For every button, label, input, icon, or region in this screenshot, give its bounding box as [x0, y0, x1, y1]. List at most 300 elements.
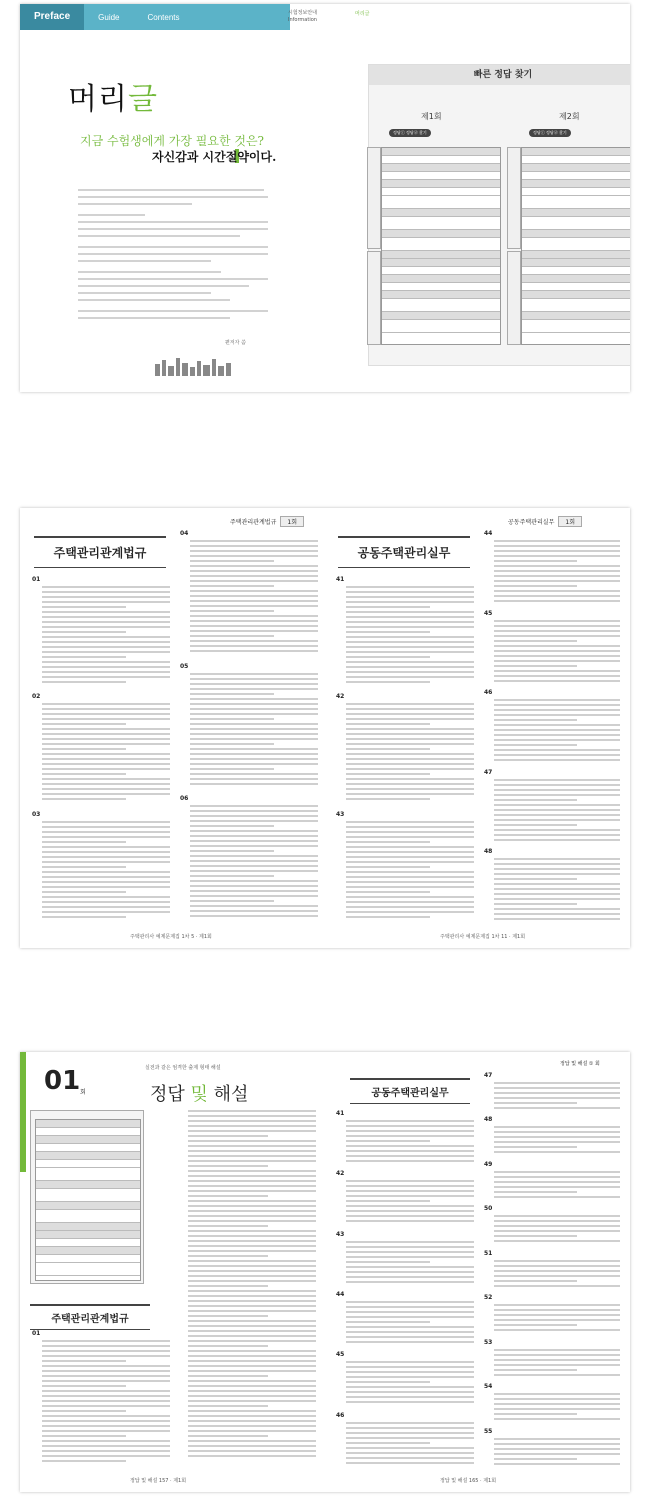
text-line	[494, 1092, 620, 1094]
text-line	[494, 709, 620, 711]
text-line	[190, 650, 318, 652]
text-line	[190, 678, 318, 680]
text-line	[190, 885, 318, 887]
text-line	[346, 1150, 474, 1152]
text-line	[188, 1295, 316, 1297]
text-line	[190, 545, 318, 547]
text-line	[190, 905, 318, 907]
text-line	[346, 856, 474, 858]
text-line	[494, 1304, 620, 1306]
text-line	[190, 855, 318, 857]
text-line	[346, 1386, 474, 1388]
text-line	[346, 1432, 474, 1434]
text-line	[494, 1265, 620, 1267]
header-info-ko: 시험정보안내	[288, 10, 317, 16]
text-line	[346, 1241, 474, 1243]
text-line	[188, 1170, 316, 1172]
text-line	[188, 1195, 268, 1197]
text-line	[190, 708, 318, 710]
text-line	[494, 560, 577, 562]
header-info	[288, 10, 317, 24]
text-line	[494, 1408, 620, 1410]
text-line	[188, 1130, 316, 1132]
text-line	[494, 1230, 620, 1232]
top-marker: 머리글	[355, 11, 370, 17]
text-line	[346, 861, 474, 863]
tab-contents[interactable]: Contents	[147, 12, 180, 22]
text-line	[494, 1369, 577, 1371]
text-line	[494, 660, 620, 662]
page-title	[68, 74, 158, 118]
left-accent	[20, 1052, 26, 1172]
text-line	[42, 1455, 170, 1457]
text-line	[42, 1435, 126, 1437]
question-number: 51	[484, 1249, 493, 1257]
text-line	[188, 1440, 316, 1442]
text-line	[346, 1251, 474, 1253]
text-line	[346, 1396, 474, 1398]
text-line	[346, 846, 474, 848]
text-line	[190, 860, 318, 862]
title-answers: 정답	[150, 1084, 185, 1105]
text-line	[346, 738, 474, 740]
text-line	[494, 1136, 620, 1138]
text-line	[42, 601, 170, 603]
text-line	[42, 1430, 170, 1432]
text-line	[42, 631, 126, 633]
text-line	[42, 826, 170, 828]
text-line	[494, 888, 620, 890]
text-line	[42, 1365, 170, 1367]
text-line	[494, 1186, 620, 1188]
text-line	[346, 911, 474, 913]
text-line	[494, 1171, 620, 1173]
text-line	[346, 666, 474, 668]
text-line	[188, 1360, 316, 1362]
question-number: 05	[180, 662, 189, 670]
text-line	[346, 1391, 474, 1393]
text-line	[346, 1366, 474, 1368]
text-line	[190, 580, 318, 582]
question-number: 46	[484, 689, 493, 697]
text-line	[190, 600, 318, 602]
text-line	[346, 876, 474, 878]
text-line	[188, 1150, 316, 1152]
text-line	[42, 1375, 170, 1377]
text-line	[42, 611, 170, 613]
text-line	[346, 758, 474, 760]
text-line	[190, 820, 318, 822]
text-line	[42, 636, 170, 638]
text-line	[494, 1215, 620, 1217]
text-line	[42, 866, 126, 868]
text-line	[346, 1190, 474, 1192]
text-line	[188, 1230, 316, 1232]
text-line	[188, 1205, 316, 1207]
text-line	[346, 1381, 430, 1383]
text-line	[494, 809, 620, 811]
subject-label-2a	[507, 147, 521, 249]
text-line	[42, 1395, 170, 1397]
text-line	[188, 1190, 316, 1192]
text-line	[346, 841, 430, 843]
text-line	[346, 743, 474, 745]
text-line	[188, 1350, 316, 1352]
text-line	[42, 708, 170, 710]
text-line	[190, 550, 318, 552]
text-line	[188, 1250, 316, 1252]
tab-preface[interactable]: Preface	[20, 4, 84, 30]
text-line	[346, 1120, 474, 1122]
text-line	[494, 1364, 620, 1366]
text-line	[188, 1160, 316, 1162]
text-line	[188, 1120, 316, 1122]
text-line	[346, 763, 474, 765]
text-line	[346, 728, 474, 730]
text-line	[188, 1315, 268, 1317]
question-number: 03	[32, 810, 41, 818]
text-line	[494, 645, 620, 647]
text-line	[494, 754, 620, 756]
text-line	[346, 1155, 474, 1157]
question-number: 42	[336, 1170, 345, 1178]
text-line	[188, 1380, 316, 1382]
text-line	[42, 591, 170, 593]
text-line	[494, 600, 620, 602]
question-number: 04	[180, 530, 189, 537]
question-number: 52	[484, 1294, 493, 1302]
text-line	[42, 733, 170, 735]
text-line	[188, 1140, 316, 1142]
text-line	[190, 595, 318, 597]
text-line	[190, 590, 318, 592]
text-line	[494, 814, 620, 816]
question-number: 48	[484, 1116, 493, 1124]
text-line	[190, 733, 318, 735]
text-line	[346, 616, 474, 618]
preface-page	[20, 4, 630, 392]
text-line	[188, 1370, 316, 1372]
question-number: 41	[336, 1110, 345, 1117]
text-line	[346, 586, 474, 588]
title-and: 및	[190, 1084, 208, 1105]
text-line	[346, 723, 430, 725]
text-line	[190, 575, 318, 577]
text-line	[190, 635, 274, 637]
text-line	[190, 640, 318, 642]
text-line	[494, 1191, 577, 1193]
text-line	[188, 1270, 316, 1272]
text-line	[42, 1390, 170, 1392]
text-line	[346, 1376, 474, 1378]
text-line	[188, 1375, 268, 1377]
text-line	[188, 1435, 268, 1437]
round-badge: 01	[44, 1066, 81, 1096]
text-line	[42, 753, 170, 755]
text-line	[42, 886, 170, 888]
text-line	[188, 1165, 268, 1167]
section-title-right: 공동주택관리실무	[350, 1078, 470, 1104]
text-line	[346, 646, 474, 648]
text-line	[188, 1320, 316, 1322]
text-line	[346, 1281, 474, 1283]
text-line	[494, 1131, 620, 1133]
text-line	[42, 681, 126, 683]
text-line	[42, 1385, 126, 1387]
text-line	[190, 698, 318, 700]
text-line	[346, 1200, 430, 1202]
text-line	[42, 671, 170, 673]
text-line	[42, 891, 126, 893]
text-line	[494, 714, 620, 716]
text-line	[188, 1185, 316, 1187]
text-line	[494, 858, 620, 860]
text-line	[494, 580, 620, 582]
right-header-tag: 1회	[558, 516, 582, 527]
text-line	[494, 665, 577, 667]
text-line	[494, 1314, 620, 1316]
text-line	[188, 1180, 316, 1182]
text-line	[346, 1266, 474, 1268]
text-line	[346, 901, 474, 903]
text-line	[42, 856, 170, 858]
text-line	[494, 1319, 620, 1321]
text-line	[190, 645, 318, 647]
text-line	[42, 596, 170, 598]
text-line	[190, 810, 318, 812]
text-line	[188, 1240, 316, 1242]
text-line	[494, 1354, 620, 1356]
text-line	[42, 1415, 170, 1417]
text-line	[346, 836, 474, 838]
text-line	[346, 1401, 474, 1403]
text-line	[188, 1335, 316, 1337]
text-line	[494, 1349, 620, 1351]
town-illustration	[150, 354, 240, 376]
text-line	[188, 1200, 316, 1202]
text-line	[346, 1341, 474, 1343]
text-line	[42, 758, 170, 760]
text-line	[188, 1450, 316, 1452]
text-line	[346, 626, 474, 628]
text-line	[494, 908, 620, 910]
text-line	[190, 835, 318, 837]
text-line	[346, 1276, 474, 1278]
text-line	[346, 601, 474, 603]
question-number: 43	[336, 810, 345, 818]
text-line	[42, 713, 170, 715]
text-line	[494, 1097, 620, 1099]
text-line	[346, 718, 474, 720]
text-line	[190, 555, 318, 557]
text-line	[346, 1140, 430, 1142]
text-line	[346, 1125, 474, 1127]
text-line	[188, 1425, 316, 1427]
text-line	[42, 646, 170, 648]
text-line	[42, 703, 170, 705]
text-line	[346, 1316, 474, 1318]
text-line	[42, 656, 126, 658]
text-line	[346, 773, 430, 775]
text-line	[42, 1360, 126, 1362]
text-line	[42, 831, 170, 833]
text-line	[190, 540, 318, 542]
text-line	[346, 793, 474, 795]
text-line	[42, 641, 170, 643]
text-line	[494, 1275, 620, 1277]
text-line	[190, 673, 318, 675]
text-line	[42, 1380, 170, 1382]
text-line	[190, 895, 318, 897]
text-line	[494, 1126, 620, 1128]
text-line	[346, 1422, 474, 1424]
signature: 편저자 씀	[225, 340, 246, 346]
text-line	[494, 1087, 620, 1089]
text-line	[494, 913, 620, 915]
text-line	[494, 863, 620, 865]
text-line	[42, 626, 170, 628]
text-line	[42, 586, 170, 588]
text-line	[494, 655, 620, 657]
text-line	[190, 870, 318, 872]
text-line	[494, 699, 620, 701]
footer-right: 정답 및 해설 165 · 제1회	[440, 1478, 497, 1484]
text-line	[42, 901, 170, 903]
text-line	[494, 1181, 620, 1183]
text-line	[42, 906, 170, 908]
text-line	[188, 1385, 316, 1387]
text-line	[188, 1410, 316, 1412]
text-line	[494, 883, 620, 885]
text-line	[494, 824, 577, 826]
text-line	[190, 683, 318, 685]
text-line	[188, 1390, 316, 1392]
answer-table-1	[381, 147, 501, 345]
text-line	[188, 1235, 316, 1237]
text-line	[190, 865, 318, 867]
question-number: 45	[336, 1351, 345, 1359]
text-line	[346, 611, 474, 613]
text-line	[42, 1445, 170, 1447]
text-line	[190, 718, 274, 720]
text-line	[190, 625, 318, 627]
text-line	[42, 846, 170, 848]
text-line	[188, 1290, 316, 1292]
question-number: 06	[180, 795, 189, 803]
text-line	[346, 1261, 430, 1263]
text-line	[190, 610, 274, 612]
question-number: 02	[32, 693, 41, 701]
text-line	[188, 1125, 316, 1127]
text-line	[494, 839, 620, 841]
text-line	[190, 693, 274, 695]
text-line	[42, 616, 170, 618]
footer-right: 주택관리사 예제문제집 1차 11 · 제1회	[440, 934, 526, 940]
exam-spread-page	[20, 508, 630, 948]
text-line	[494, 799, 577, 801]
text-line	[188, 1280, 316, 1282]
text-line	[494, 1403, 620, 1405]
text-line	[42, 773, 126, 775]
text-line	[42, 783, 170, 785]
text-line	[188, 1275, 316, 1277]
text-line	[42, 1440, 170, 1442]
answers-page	[20, 1052, 630, 1492]
text-line	[494, 1260, 620, 1262]
text-line	[188, 1420, 316, 1422]
text-line	[190, 565, 318, 567]
answer-grid	[30, 1110, 144, 1284]
title-accent: 글	[127, 82, 158, 117]
text-line	[494, 744, 577, 746]
text-line	[346, 1336, 474, 1338]
text-line	[494, 590, 620, 592]
text-line	[494, 1374, 620, 1376]
text-line	[346, 676, 474, 678]
answer-col-1-title: 제1회	[421, 112, 442, 121]
text-line	[494, 640, 577, 642]
text-line	[42, 723, 126, 725]
text-line	[494, 1225, 620, 1227]
question-number: 55	[484, 1427, 493, 1435]
text-line	[42, 881, 170, 883]
text-line	[188, 1145, 316, 1147]
text-line	[190, 605, 318, 607]
text-line	[346, 831, 474, 833]
text-line	[346, 891, 430, 893]
text-line	[190, 738, 318, 740]
text-line	[42, 1340, 170, 1342]
text-line	[190, 773, 318, 775]
text-line	[494, 1196, 620, 1198]
text-line	[42, 798, 126, 800]
text-line	[346, 596, 474, 598]
quick-answer-title: 빠른 정답 찾기	[369, 65, 630, 85]
text-line	[190, 845, 318, 847]
text-line	[190, 763, 318, 765]
text-line	[188, 1300, 316, 1302]
text-line	[494, 1324, 577, 1326]
text-line	[494, 794, 620, 796]
top-label: 실전과 같은 엄격한 출제 형태 해설	[145, 1065, 221, 1071]
subtitle-answer: 자신감과 시간절약이다.	[152, 150, 277, 164]
text-line	[188, 1340, 316, 1342]
text-line	[188, 1310, 316, 1312]
text-line	[346, 871, 474, 873]
text-line	[494, 555, 620, 557]
text-line	[494, 1359, 620, 1361]
text-line	[494, 784, 620, 786]
tab-guide[interactable]: Guide	[98, 12, 120, 22]
text-line	[494, 878, 577, 880]
answer-table-2	[521, 147, 630, 345]
text-line	[346, 631, 430, 633]
text-line	[190, 768, 274, 770]
text-line	[346, 671, 474, 673]
text-line	[494, 779, 620, 781]
text-line	[42, 1350, 170, 1352]
text-line	[494, 873, 620, 875]
text-line	[346, 681, 430, 683]
text-line	[494, 749, 620, 751]
question-number: 49	[484, 1160, 493, 1168]
text-line	[188, 1405, 268, 1407]
question-number: 44	[336, 1291, 345, 1298]
text-line	[346, 916, 430, 918]
text-line	[188, 1225, 268, 1227]
text-line	[494, 630, 620, 632]
text-line	[188, 1260, 316, 1262]
